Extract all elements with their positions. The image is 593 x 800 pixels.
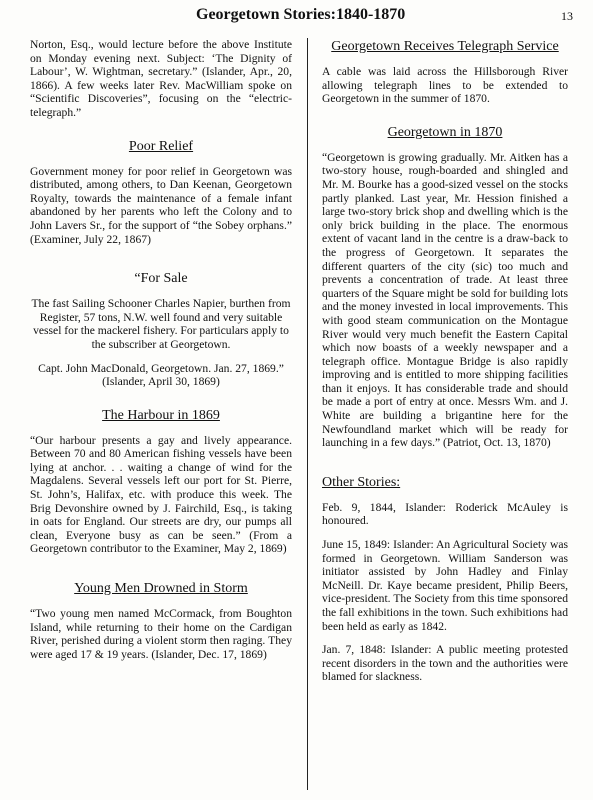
poor-relief-heading: Poor Relief: [128, 138, 194, 154]
right-column: [322, 38, 568, 694]
column-divider: [307, 38, 308, 790]
drowned-heading: Young Men Drowned in Storm: [74, 581, 248, 597]
page-number: 13: [561, 9, 573, 23]
other-story-item: Jan. 7, 1848: Islander: A public meeting protested recent disorders in the town and the authorities were blamed for slackness.: [322, 643, 568, 684]
intro-paragraph: Norton, Esq., would lecture before the above Institute on Monday evening next. Subject: ‘The Dignity of Labour’, W. Wightman, secretary.” (Islander, Apr., 20, 1866). A few weeks later Rev. MacWilliam spoke on “Scientific Discoveries”, focusing on the “electric-telegraph.”: [30, 38, 292, 119]
page-title: Georgetown Stories:1840-1870: [196, 6, 406, 23]
for-sale-source: (Islander, April 30, 1869): [102, 375, 220, 389]
poor-relief-text: Government money for poor relief in Georgetown was distributed, among others, to Dan Keenan, Georgetown Royalty, towards the maintenance of a female infant abandoned by her parents who left the Colony and to John Lavers Sr., for the support of “the Sobey orphans.” (Examiner, July 22, 1867): [30, 164, 292, 246]
for-sale-signature: Capt. John MacDonald, Georgetown. Jan. 27, 1869.”: [38, 361, 284, 375]
other-stories-heading: Other Stories:: [322, 474, 401, 490]
other-story-item: Feb. 9, 1844, Islander: Roderick McAuley is honoured.: [322, 500, 568, 528]
telegraph-heading: Georgetown Receives Telegraph Service: [331, 39, 559, 54]
georgetown-1870-heading: Georgetown in 1870: [387, 124, 503, 140]
drowned-text: “Two young men named McCormack, from Boughton Island, while returning to their home on the Cardigan River, perished during a violent storm then raging. They were aged 17 & 19 years. (Islander, Dec. 17, 1869): [30, 607, 292, 661]
telegraph-text: A cable was laid across the Hillsborough River allowing telegraph lines to be extended to Georgetown in the summer of 1870.: [322, 65, 568, 106]
for-sale-heading: “For Sale: [134, 271, 188, 287]
harbour-heading: The Harbour in 1869: [102, 407, 220, 423]
georgetown-1870-text: “Georgetown is growing gradually. Mr. Aitken has a two-story house, rough-boarded and shingled and Mr. M. Bourke has a good-sized vessel on the stocks partly planked. Last year, Mr. Hession finished a large two-story brick shop and dwelling which is the only brick building in the place. The enormous extent of vacant land in the centre is a draw-back to the progress of Georgetown. It separates the different quarters of the city (sic) too much and prevents a concentration of trade. At least three quarters of the Square might be sold for building lots and the money invested in local improvements. This with good steam communication on the Montague River would very much benefit the Eastern Capital which now boasts of a weekly newspaper and a telegraph office. Montague Bridge is also rapidly improving and is entitled to more shipping facilities than it enjoys. It has considerable trade and should be made a port of entry at once. Messrs Wm. and J. White are building a brigantine here for the Newfoundland market which will be ready for launching in a few days.” (Patriot, Oct. 13, 1870): [322, 150, 568, 450]
harbour-text: “Our harbour presents a gay and lively appearance. Between 70 and 80 American fishing vessels have been lying at anchor. . . waiting a change of wind for the Magdalens. Several vessels left our port for St. Pierre, St. John’s, Halifax, etc. with produce this week. The Brig Devonshire owned by J. Fairchild, Esq., is taking in oats for England. Our streets are dry, our pumps all clean, Everyone busy as can be seen.” (From a Georgetown contributor to the Examiner, May 2, 1869): [30, 433, 292, 556]
for-sale-text: The fast Sailing Schooner Charles Napier, burthen from Register, 57 tons, N.W. well found and very suitable vessel for the mackerel fishery. For particulars apply to the subscriber at Georgetown.: [31, 297, 291, 351]
other-story-item: June 15, 1849: Islander: An Agricultural Society was formed in Georgetown. William Sanderson was initiator assisted by John Hadley and Finlay McNeill. Dr. Kaye became president, Philip Beers, vice-president. The Society from this time sponsored the fall exhibitions in the town. Such exhibitions had been held as early as 1842.: [322, 538, 568, 633]
left-column: [30, 38, 292, 671]
page-header: [0, 6, 593, 28]
